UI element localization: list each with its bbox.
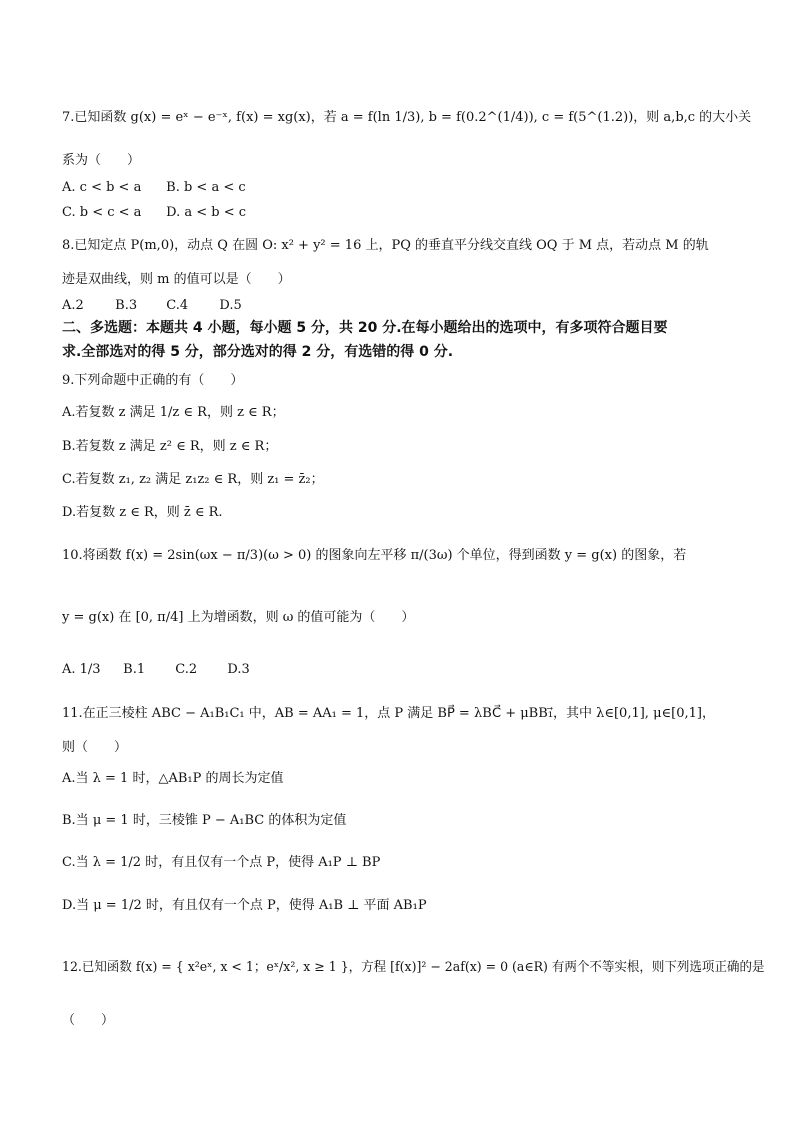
q8-option-d: D.5	[219, 298, 242, 313]
q11-line1: 11.在正三棱柱 ABC − A₁B₁C₁ 中，AB = AA₁ = 1，点 P 满足 BP⃗ = λBC⃗ + μBB₁⃗，其中 λ∈[0,1], μ∈[0,1]，	[62, 706, 715, 721]
q10-options	[62, 662, 250, 678]
q9-option-b: B.若复数 z 满足 z² ∈ R，则 z ∈ R；	[62, 439, 278, 454]
q7-option-d: D. a < b < c	[166, 205, 247, 220]
q11-option-a: A.当 λ = 1 时，△AB₁P 的周长为定值	[62, 771, 284, 786]
q7-line1: 7.已知函数 g(x) = eˣ − e⁻ˣ, f(x) = xg(x)，若 a = f(ln 1/3), b = f(0.2^(1/4)), c = f(5^(1.2))，则 a,b,c 的大小关	[62, 110, 752, 125]
q7-option-c: C. b < c < a	[62, 205, 142, 220]
q9-option-c: C.若复数 z₁, z₂ 满足 z₁z₂ ∈ R，则 z₁ = z̄₂；	[62, 472, 324, 487]
q10-option-a: A. 1/3	[62, 662, 101, 677]
q7-line2: 系为（ ）	[62, 153, 141, 168]
q7-option-a: A. c < b < a	[62, 180, 142, 195]
section-heading-line2: 求.全部选对的得 5 分，部分选对的得 2 分，有选错的得 0 分.	[62, 344, 454, 360]
q8-option-c: C.4	[166, 298, 189, 313]
q10-option-b: B.1	[123, 662, 146, 677]
q12-line1: 12.已知函数 f(x) = { x²eˣ, x < 1；eˣ/x², x ≥ 1 }，方程 [f(x)]² − 2af(x) = 0 (a∈R) 有两个不等实根，则下列选项正确的是	[62, 960, 765, 975]
q11-line2: 则（ ）	[62, 740, 128, 755]
q11-option-b: B.当 μ = 1 时，三棱锥 P − A₁BC 的体积为定值	[62, 813, 347, 828]
q9-option-a: A.若复数 z 满足 1/z ∈ R，则 z ∈ R；	[62, 405, 285, 420]
q10-option-d: D.3	[227, 662, 250, 677]
q10-line1: 10.将函数 f(x) = 2sin(ωx − π/3)(ω > 0) 的图象向左平移 π/(3ω) 个单位，得到函数 y = g(x) 的图象，若	[62, 548, 687, 563]
q7-options-row1	[62, 180, 246, 196]
section-heading-line1: 二、多选题：本题共 4 小题，每小题 5 分，共 20 分.在每小题给出的选项中，有多项符合题目要	[62, 320, 668, 336]
q7-option-b: B. b < a < c	[166, 180, 246, 195]
q9-option-d: D.若复数 z ∈ R，则 z̄ ∈ R.	[62, 505, 223, 520]
q8-option-a: A.2	[62, 298, 84, 313]
q9-stem: 9.下列命题中正确的有（ ）	[62, 373, 244, 388]
q11-option-c: C.当 λ = 1/2 时，有且仅有一个点 P，使得 A₁P ⊥ BP	[62, 855, 381, 870]
q10-option-c: C.2	[175, 662, 198, 677]
q8-option-b: B.3	[115, 298, 138, 313]
q8-options	[62, 298, 242, 314]
q8-line2: 迹是双曲线，则 m 的值可以是（ ）	[62, 272, 291, 287]
q10-line2: y = g(x) 在 [0, π/4] 上为增函数，则 ω 的值可能为（ ）	[62, 610, 415, 625]
q11-option-d: D.当 μ = 1/2 时，有且仅有一个点 P，使得 A₁B ⊥ 平面 AB₁P	[62, 898, 427, 913]
q7-options-row2	[62, 205, 246, 221]
q12-line2: （ ）	[62, 1013, 115, 1028]
q8-line1: 8.已知定点 P(m,0)，动点 Q 在圆 O: x² + y² = 16 上，PQ 的垂直平分线交直线 OQ 于 M 点，若动点 M 的轨	[62, 238, 709, 253]
